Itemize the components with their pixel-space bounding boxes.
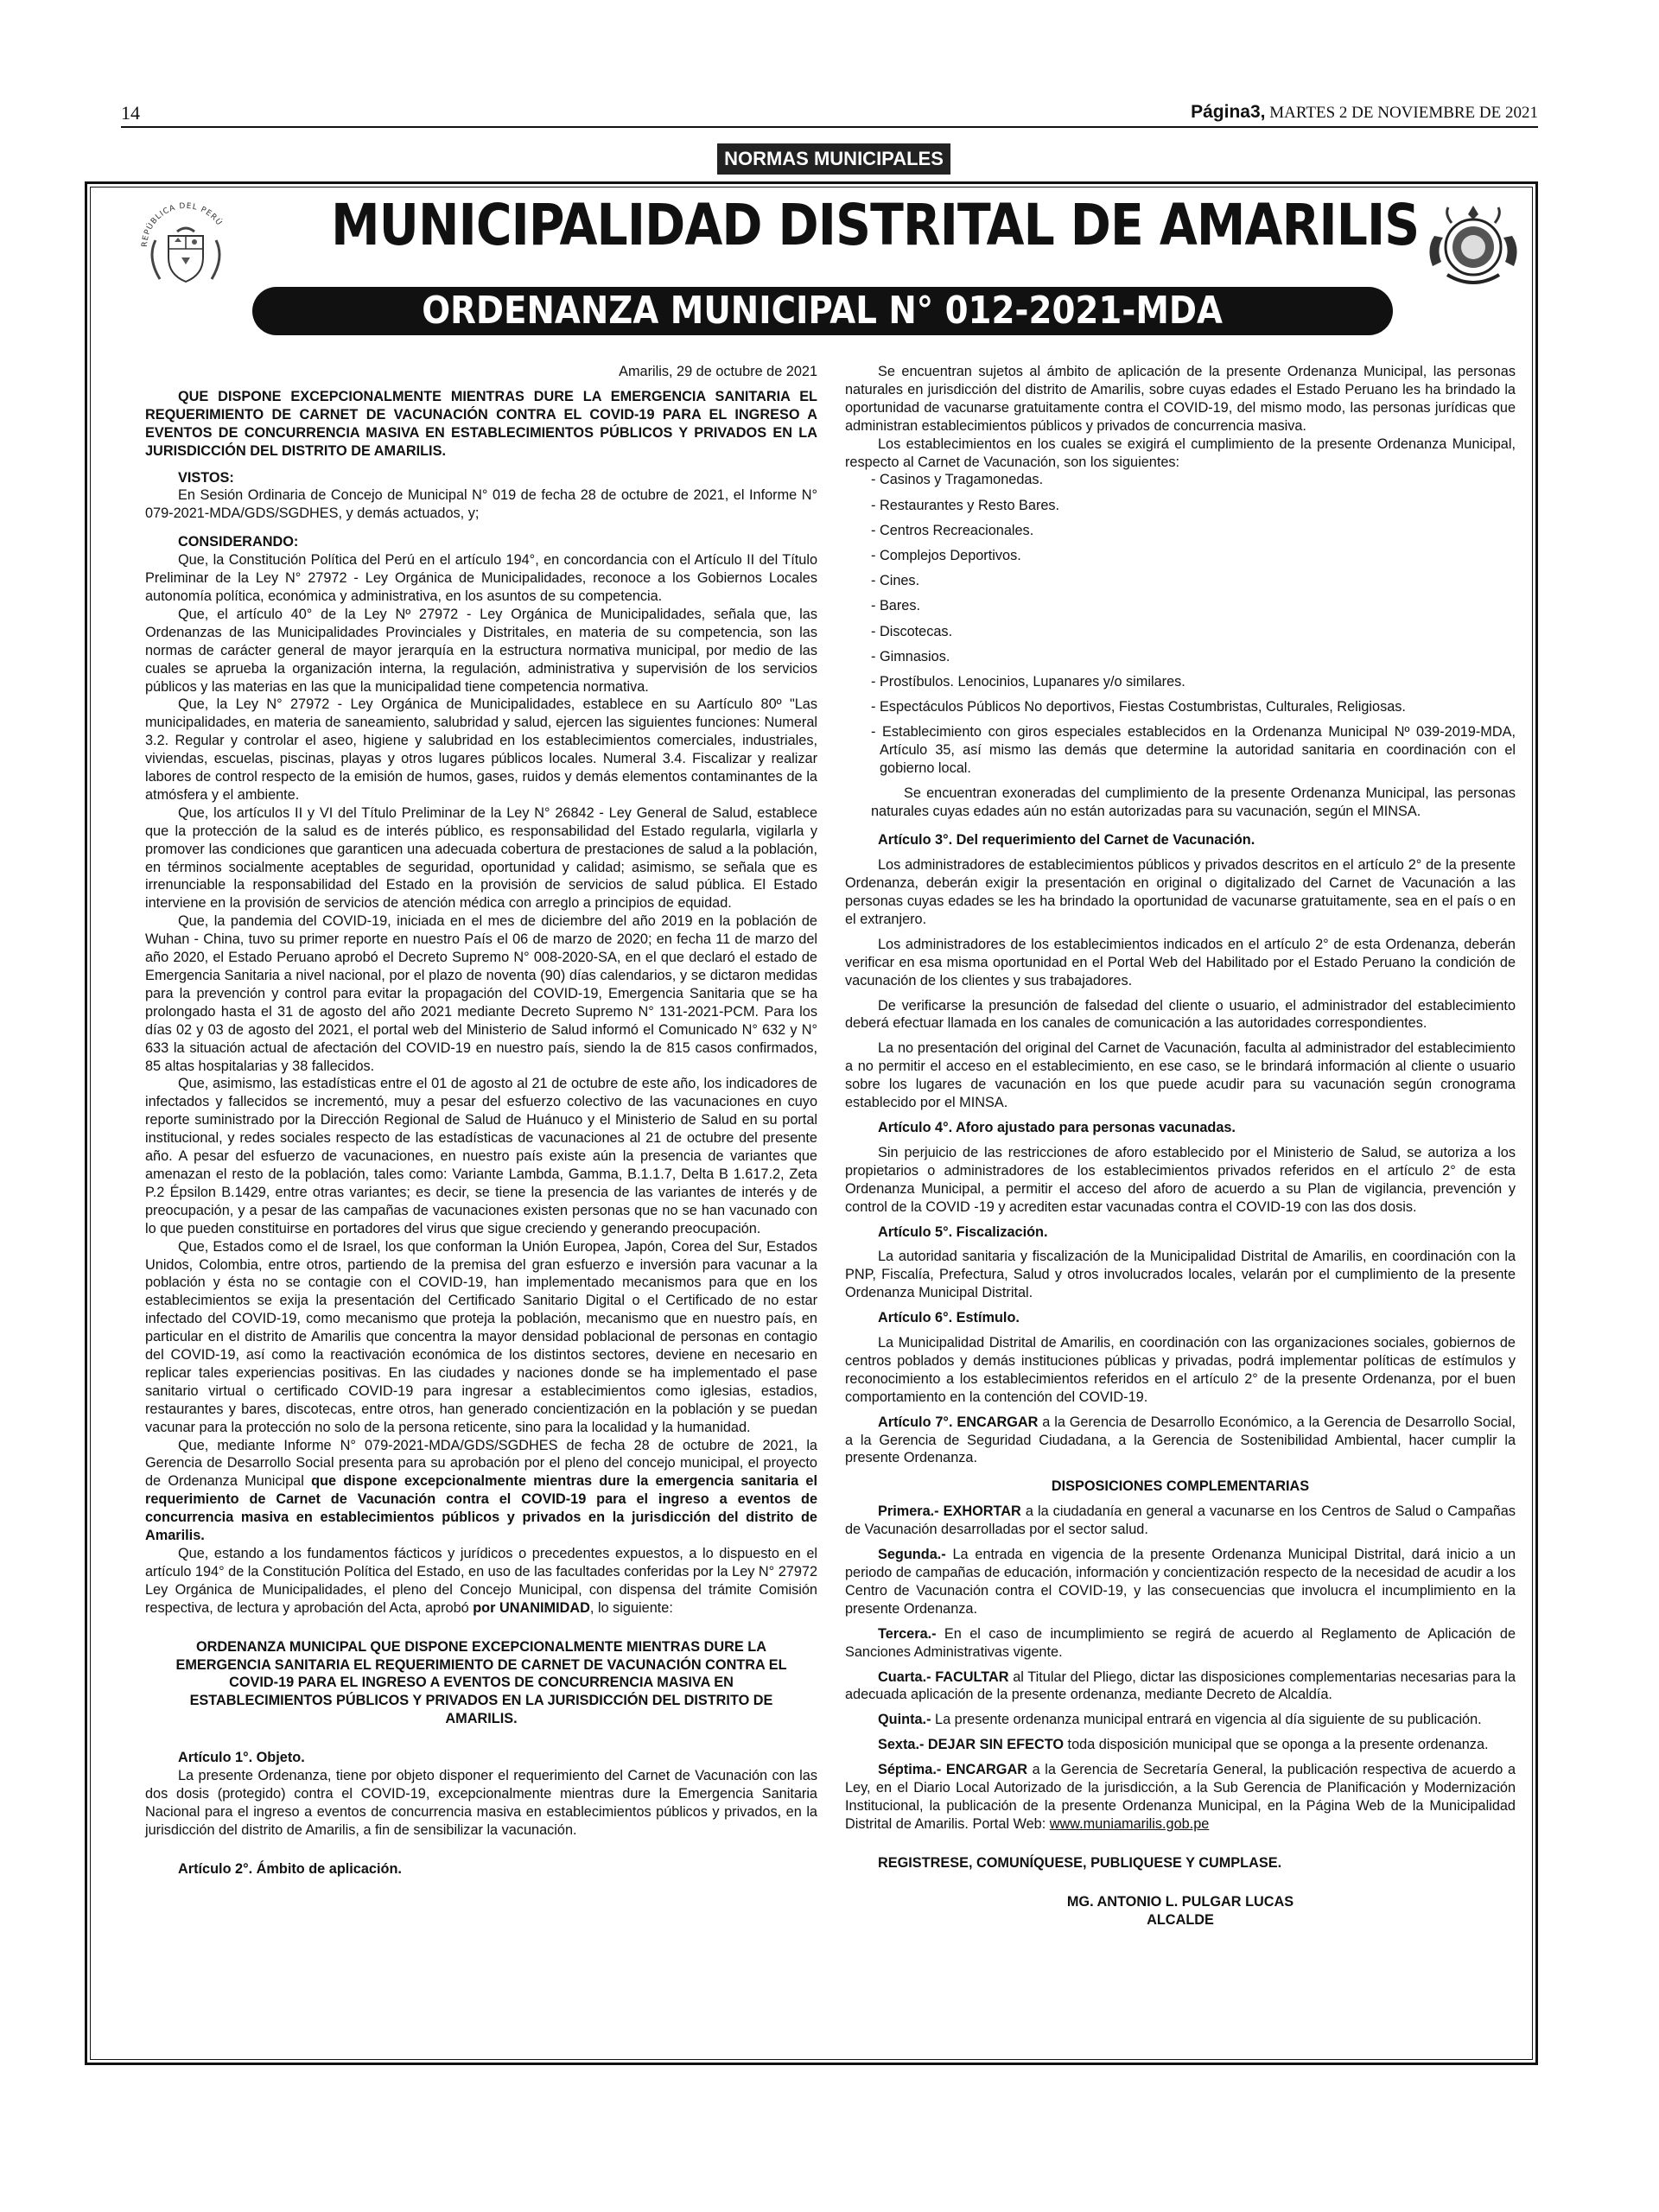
list-item: - Casinos y Tragamonedas. <box>871 472 1044 488</box>
left-column <box>145 363 817 1878</box>
considerando-paragraph: Que, asimismo, las estadísticas entre el 01 de agosto al 21 de octubre de este año, los indicadores de infectados y fallecidos se incrementó, muy a pesar del esfuerzo colectivo de las vacunaciones en cuyo reporte suministrado por la Dirección Regional de Salud de Huánuco y el Ministerio de Salud en su portal institucional, y redes sociales respecto de las estadísticas de vacunaciones al 21 de octubre del presente año. A pesar del esfuerzo de vacunaciones, en nuestro país existe aún la presencia de variantes que amenazan el resto de la población, tales como: Variante Lambda, Gamma, B.1.1.7, Delta B 1.617.2, Zeta P.2 Épsilon B.1429, entre otras variantes; es decir, se tiene la presencia de las variantes de interés y de preocupación, y a pesar de las campañas de vacunaciones existen personas que no se han vacunado con lo que pueden constituirse en portadores del virus que sigue creciendo y generando preocupación. <box>145 1076 817 1236</box>
seal-left-text: REPÚBLICA DEL PERÚ <box>140 201 224 248</box>
article-7-text: a la Gerencia de Desarrollo Económico, a la Gerencia de Desarrollo Social, a la Gerencia de Seguridad Ciudadana, a la Gerencia de Sostenibilidad Ambiental, hacer cumplir la presente Ordenanza. <box>845 1414 1516 1466</box>
article-6-heading: Artículo 6°. Estímulo. <box>878 1310 1020 1326</box>
article-3-paragraph: Los administradores de los establecimientos indicados en el artículo 2° de esta Ordenanza, deberán verificar en esa misma oportunidad en el Portal Web del Habilitado por el Estado Peruano la condición de vacunación de los clientes y sus trabajadores. <box>845 936 1516 988</box>
disposicion-heading: Primera.- EXHORTAR <box>878 1503 1021 1520</box>
signer-title: ALCALDE <box>1147 1911 1214 1928</box>
list-item: - Gimnasios. <box>871 648 950 664</box>
list-item: - Centros Recreacionales. <box>871 522 1034 538</box>
disposicion-heading: Quinta.- <box>878 1712 931 1728</box>
considerando-paragraph <box>145 1437 817 1545</box>
disposicion-paragraph <box>845 1736 1516 1754</box>
disposicion-paragraph <box>845 1503 1516 1539</box>
article-3-paragraph: Los administradores de establecimientos públicos y privados descritos en el artículo 2° de la presente Ordenanza, deberán exigir la presentación en original o digitalizado del Carnet de Vacunación a las personas cuyas edades se les ha brindado la oportunidad de vacunarse gratuitamente, sea en el país o en el extranjero. <box>845 857 1516 927</box>
section-label: NORMAS MUNICIPALES <box>717 143 950 175</box>
considerando-heading: CONSIDERANDO: <box>178 534 299 550</box>
signer-name: MG. ANTONIO L. PULGAR LUCAS <box>1066 1893 1294 1910</box>
list-item: - Bares. <box>871 598 921 614</box>
article-3-heading: Artículo 3°. Del requerimiento del Carnet de Vacunación. <box>878 832 1255 849</box>
ordinance-title: ORDENANZA MUNICIPAL QUE DISPONE EXCEPCIONALMENTE MIENTRAS DURE LA EMERGENCIA SANITARIA EL REQUERIMIENTO DE CARNET DE VACUNACIÓN CONTRA EL COVID-19 PARA EL INGRESO A EVENTOS DE CONCURRENCIA MASIVA EN ESTABLECIMIENTOS PÚBLICOS Y PRIVADOS EN LA JURISDICCIÓN DEL DISTRITO DE AMARILIS. <box>175 1638 787 1727</box>
disposicion-heading: Cuarta.- FACULTAR <box>878 1669 1009 1685</box>
vistos-text: En Sesión Ordinaria de Concejo de Municipal N° 019 de fecha 28 de octubre de 2021, el Informe N° 079-2021-MDA/GDS/SGDHES, y demás actuados, y; <box>145 487 817 522</box>
page-title: MUNICIPALIDAD DISTRITAL DE AMARILIS <box>331 192 1420 258</box>
disposicion-text: La presente ordenanza municipal entrará en vigencia al día siguiente de su publicación. <box>931 1712 1482 1728</box>
considerando-paragraph <box>145 1545 817 1618</box>
considerando-paragraph: Que, la Constitución Política del Perú en el artículo 194°, en concordancia con el Artículo II del Título Preliminar de la Ley N° 27972 - Ley Orgánica de Municipalidades, reconoce a los Gobiernos Locales autonomía política, económica y administrativa, en los asuntos de su competencia. <box>145 552 817 604</box>
article-2-heading: Artículo 2°. Ámbito de aplicación. <box>178 1860 402 1877</box>
amarilis-shield-icon <box>1417 188 1529 301</box>
disposicion-paragraph <box>845 1546 1516 1618</box>
paragraph-bold-text: que dispone excepcionalmente mientras dure la emergencia sanitaria el requerimiento de Carnet de Vacunación contra el COVID-19 para el ingreso a eventos de concurrencia masiva en establecimientos públicos y privados en la jurisdicción del distrito de Amarilis. <box>145 1473 817 1544</box>
publication-name: Página3, <box>1191 102 1266 122</box>
article-7-heading: Artículo 7°. ENCARGAR <box>878 1414 1039 1430</box>
right-column <box>845 363 1516 1929</box>
list-item: - Restaurantes y Resto Bares. <box>871 497 1060 513</box>
article-5-text: La autoridad sanitaria y fiscalización de la Municipalidad Distrital de Amarilis, en coordinación con la PNP, Fiscalía, Prefectura, Salud y otros involucrados locales, velarán por el cumplimiento de la presente Ordenanza Municipal Distrital. <box>845 1249 1516 1301</box>
article-4-text: Sin perjuicio de las restricciones de aforo establecido por el Ministerio de Salud, se autoriza a los propietarios o administradores de los establecimientos privados referidos en el artículo 2° de esta Ordenanza Municipal, a permitir el acceso del aforo de acuerdo a su Plan de vigilancia, prevención y control de la COVID -19 y acrediten estar vacunadas contra el COVID-19 con las dos dosis. <box>845 1144 1516 1215</box>
establishment-list <box>845 471 1516 778</box>
paragraph-text: Que, estando a los fundamentos fácticos y jurídicos o precedentes expuestos, a lo dispuesto en el artículo 194° de la Constitución Política del Estado, en uso de las facultades conferidas por la Ley N° 27972 Ley Orgánica de Municipalidades, el pleno del Concejo Municipal, con dispensa del trámite Comisión respectiva, de lectura y aprobación del Acta, aprobó <box>145 1546 817 1616</box>
list-item: - Prostíbulos. Lenocinios, Lupanares y/o similares. <box>871 674 1185 690</box>
disposicion-heading: Sexta.- DEJAR SIN EFECTO <box>878 1737 1065 1753</box>
article-6-text: La Municipalidad Distrital de Amarilis, en coordinación con las organizaciones sociales, gobiernos de centros poblados y demás instituciones públicas y privadas, podrá implementar políticas de estímulos y reconocimiento a los establecimientos referidos en el artículo 2° de la presente Ordenanza, por el buen comportamiento en la contención del COVID-19. <box>845 1335 1516 1405</box>
considerando-paragraph: Que, la pandemia del COVID-19, iniciada en el mes de diciembre del año 2019 en la población de Wuhan - China, tuvo su primer reporte en nuestro País el 06 de marzo de 2020; en fecha 11 de marzo del año 2020, el Estado Peruano aprobó el Decreto Supremo N° 008-2020-SA, en el que declaró el estado de Emergencia Sanitaria a nivel nacional, por el plazo de noventa (90) días calendarios, y se dictaron medidas para la prevención y control para evitar la propagación del COVID-19, Emergencia Sanitaria que se ha prolongado hasta el 31 de agosto del año 2021 mediante Decreto Supremo N° 131-2021-PCM. Para los días 02 y 03 de agosto del 2021, el portal web del Ministerio de Salud informó el Comunicado N° 632 y N° 633 la situación actual de afectación del COVID-19 en nuestro país, siendo la de 815 casos confirmados, 85 altas hospitalarias y 38 fallecidos. <box>145 913 817 1074</box>
disposicion-text: En el caso de incumplimiento se regirá de acuerdo al Reglamento de Aplicación de Sanciones Administrativas vigente. <box>845 1625 1516 1660</box>
considerando-paragraph: Que, los artículos II y VI del Título Preliminar de la Ley N° 26842 - Ley General de Salud, establece que la protección de la salud es de interés público, es responsabilidad del Estado regularla, vigilarla y promover las condiciones que garanticen una adecuada cobertura de prestaciones de salud a la población, en términos socialmente aceptables de seguridad, oportunidad y calidad; asimismo, se señala que es irrenunciable la responsabilidad del Estado en la provisión de servicios de salud pública. El Estado interviene en la provisión de servicios de atención médica con arreglo a principios de equidad. <box>145 804 817 912</box>
closing-formula: REGISTRESE, COMUNÍQUESE, PUBLIQUESE Y CUMPLASE. <box>878 1854 1282 1871</box>
exemption-paragraph: Se encuentran exoneradas del cumplimiento de la presente Ordenanza Municipal, las personas naturales cuyas edades aún no están autorizadas para su vacunación, según el MINSA. <box>871 785 1516 820</box>
masthead <box>1191 102 1538 123</box>
disposicion-text: a la Gerencia de Secretaría General, la publicación respectiva de acuerdo a Ley, en el Diario Local Autorizado de la jurisdicción, a la Sub Gerencia de Planificación y Modernización Institucional, la publicación de la presente Ordenanza Municipal, en la Página Web de la Municipalidad Distrital de Amarilis. Portal Web: <box>845 1762 1516 1832</box>
disposicion-text: al Titular del Pliego, dictar las disposiciones complementarias necesarias para la adecuada aplicación de la presente ordenanza, mediante Decreto de Alcaldía. <box>845 1669 1516 1703</box>
issue-date: Amarilis, 29 de octubre de 2021 <box>619 364 817 379</box>
portal-web-link[interactable]: www.muniamarilis.gob.pe <box>1049 1815 1210 1832</box>
paragraph-bold-text: por UNANIMIDAD <box>473 1599 590 1616</box>
article-7-paragraph <box>845 1414 1516 1468</box>
disposicion-heading: Tercera.- <box>878 1625 937 1642</box>
list-item: - Espectáculos Públicos No deportivos, Fiestas Costumbristas, Culturales, Religiosas. <box>871 699 1406 715</box>
scope-paragraph: Los establecimientos en los cuales se exigirá el cumplimiento de la presente Ordenanza Municipal, respecto al Carnet de Vacunación, son los siguientes: <box>845 435 1516 470</box>
article-3-paragraph: De verificarse la presunción de falsedad del cliente o usuario, el administrador del establecimiento deberá efectuar llamada en los canales de comunicación a las autoridades correspondientes. <box>845 997 1516 1032</box>
considerando-paragraph: Que, la Ley N° 27972 - Ley Orgánica de Municipalidades, establece en su Aartículo 80º "Las municipalidades, en materia de saneamiento, salubridad y salud, ejercen las siguientes funciones: Numeral 3.2. Regular y controlar el aseo, higiene y salubridad en los establecimientos comerciales, industriales, viviendas, escuelas, piscinas, playas y otros lugares públicos locales. Numeral 3.4. Fiscalizar y realizar labores de control respecto de la emisión de humos, gases, ruidos y demás elementos contaminantes de la atmósfera y el ambiente. <box>145 696 817 803</box>
ordinance-number: ORDENANZA MUNICIPAL N° 012-2021-MDA <box>422 289 1224 333</box>
disposicion-paragraph <box>845 1669 1516 1705</box>
disposicion-paragraph <box>845 1711 1516 1729</box>
considerando-paragraph: Que, el artículo 40° de la Ley Nº 27972 - Ley Orgánica de Municipalidades, señala que, las Ordenanzas de las Municipalidades Provinciales y Distritales, en materia de su competencia, son las normas de carácter general de mayor jerarquía en la estructura normativa municipal, por medio de las cuales se aprueba la organización interna, la regulación, administrativa y supervisión de los servicios públicos y las materias en las que la municipalidad tiene competencia normativa. <box>145 606 817 695</box>
list-item: - Establecimiento con giros especiales establecidos en la Ordenanza Municipal Nº 039-2019-MDA, Artículo 35, así mismo las demás que determine la autoridad sanitaria en coordinación con el gobierno local. <box>871 724 1516 777</box>
article-3-paragraph: La no presentación del original del Carnet de Vacunación, faculta al administrador del establecimiento a no permitir el acceso en el establecimiento, en ese caso, se le brindará información al cliente o usuario sobre los lugares de vacunación en los que puede acudir para su vacunación según cronograma establecido por el MINSA. <box>845 1040 1516 1111</box>
list-item: - Discotecas. <box>871 623 953 639</box>
disposiciones-heading: DISPOSICIONES COMPLEMENTARIAS <box>1051 1478 1310 1495</box>
article-1-text: La presente Ordenanza, tiene por objeto disponer el requerimiento del Carnet de Vacunación con las dos dosis (protegido) contra el COVID-19, excepcionalmente mientras dure la Emergencia Sanitaria Nacional para el ingreso a eventos de concurrencia masiva en establecimientos públicos y privados, en la jurisdicción del distrito de Amarilis, a fin de sensibilizar la vacunación. <box>145 1768 817 1838</box>
disposicion-paragraph <box>845 1761 1516 1834</box>
disposicion-heading: Segunda.- <box>878 1547 946 1563</box>
ordinance-number-banner <box>252 287 1393 335</box>
peru-coat-of-arms-icon <box>130 188 242 301</box>
article-4-heading: Artículo 4°. Aforo ajustado para personas vacunadas. <box>878 1119 1236 1135</box>
paragraph-text: , lo siguiente: <box>589 1599 673 1616</box>
disposicion-text: a la ciudadanía en general a vacunarse en los Centros de Salud o Campañas de Vacunación desarrolladas por el sector salud. <box>845 1503 1516 1538</box>
disposicion-text: toda disposición municipal que se oponga a la presente ordenanza. <box>1064 1737 1489 1753</box>
header-rule <box>121 126 1538 128</box>
considerando-paragraph: Que, Estados como el de Israel, los que conforman la Unión Europea, Japón, Corea del Sur, Estados Unidos, Colombia, entre otros, partiendo de la premisa del gran esfuerzo e inversión para vacunar a la población y ésta no se contagie con el COVID-19, han implementado mecanismos para que en los establecimientos se exija la presentación del Certificado Sanitario Digital o el Certificado de no estar infectado del COVID-19, como mecanismo que proteja la población, mecanismo que en nuestro país, en particular en el distrito de Amarilis que concentra la mayor densidad poblacional de personas en contagio del COVID-19, así como la reactivación económica de los distintos sectores, deviene en necesario en replicar tales experiencias positivas. En las ciudades y naciones donde se ha implementado el pase sanitario virtual o certificado COVID-19 para ingresar a establecimientos como iglesias, estadios, restaurantes y bares, discotecas, entre otros, han generado concientización en la población y se puedan vacunar para la protección no solo de la persona reticente, sino para la localidad y la humanidad. <box>145 1238 817 1435</box>
list-item: - Cines. <box>871 573 920 589</box>
subject: QUE DISPONE EXCEPCIONALMENTE MIENTRAS DURE LA EMERGENCIA SANITARIA EL REQUERIMIENTO DE CARNET DE VACUNACIÓN CONTRA EL COVID-19 PARA EL INGRESO A EVENTOS DE CONCURRENCIA MASIVA EN ESTABLECIMIENTOS PÚBLICOS Y PRIVADOS EN LA JURISDICCIÓN DEL DISTRITO DE AMARILIS. <box>145 388 817 459</box>
svg-text:REPÚBLICA DEL PERÚ <box>141 202 225 247</box>
page-number: 14 <box>121 102 140 124</box>
article-1-heading: Artículo 1°. Objeto. <box>178 1750 305 1766</box>
disposicion-text: La entrada en vigencia de la presente Ordenanza Municipal Distrital, dará inicio a un periodo de campañas de educación, información y concientización respecto de la necesidad de acudir a los Centro de Vacunación contra el COVID-19, y las consecuencias que involucra el incumplimiento en la presente Ordenanza. <box>845 1547 1516 1617</box>
list-item: - Complejos Deportivos. <box>871 548 1021 564</box>
publication-date: MARTES 2 DE NOVIEMBRE DE 2021 <box>1269 104 1538 122</box>
vistos-heading: VISTOS: <box>178 469 234 486</box>
paragraph-text: Que, mediante Informe N° 079-2021-MDA/GDS/SGDHES de fecha 28 de octubre de 2021, la Gerencia de Desarrollo Social presenta para su aprobación por el pleno del concejo municipal, el proyecto de Ordenanza Municipal <box>145 1437 817 1490</box>
article-5-heading: Artículo 5°. Fiscalización. <box>878 1224 1048 1240</box>
disposicion-heading: Séptima.- ENCARGAR <box>878 1762 1027 1778</box>
scope-paragraph: Se encuentran sujetos al ámbito de aplicación de la presente Ordenanza Municipal, las personas naturales en jurisdicción del distrito de Amarilis, sobre cuyas edades el Estado Peruano les ha brindado la oportunidad de vacunarse gratuitamente contra el COVID-19, del mismo modo, las personas jurídicas que administran establecimientos públicos y privados de concurrencia masiva. <box>845 364 1516 434</box>
disposicion-paragraph <box>845 1625 1516 1662</box>
